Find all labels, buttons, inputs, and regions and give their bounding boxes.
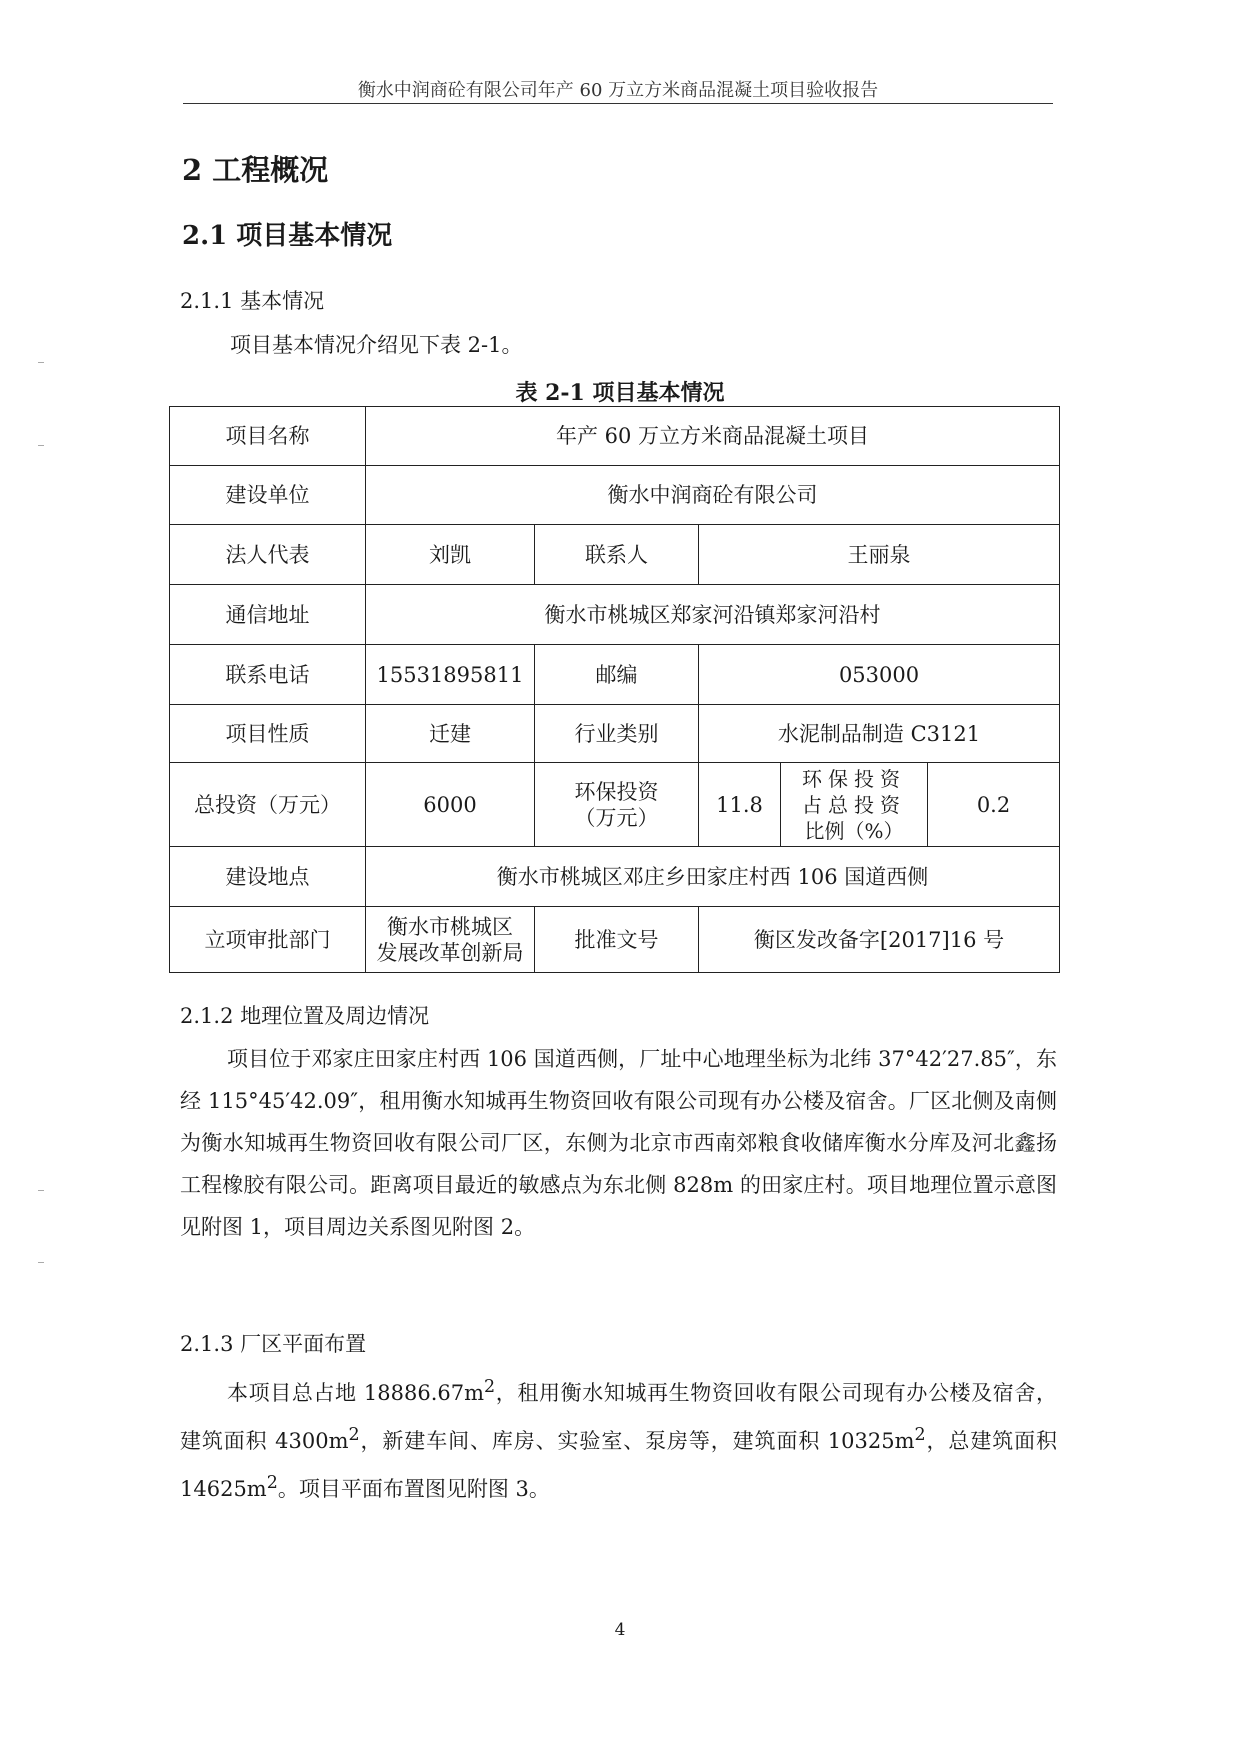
superscript: 2 (484, 1377, 496, 1397)
label-line: 占总投资 (802, 792, 906, 817)
superscript: 2 (348, 1425, 360, 1445)
row-value: 6000 (366, 763, 535, 847)
text-run: 。项目平面布置图见附图 3。 (277, 1477, 550, 1501)
row-label: 项目性质 (170, 705, 366, 763)
scan-mark (38, 362, 44, 363)
value-line: 衡水市桃城区 (387, 914, 513, 939)
row-value: 刘凯 (366, 525, 535, 585)
row-value: 053000 (699, 645, 1060, 705)
label-line: 环保投资 (802, 766, 906, 791)
row-label: 行业类别 (535, 705, 699, 763)
subsection-heading-layout: 2.1.3 厂区平面布置 (180, 1332, 367, 1356)
table-row (170, 407, 1060, 466)
layout-paragraph (180, 1366, 1057, 1510)
header-rule (183, 103, 1053, 104)
row-label: 立项审批部门 (170, 907, 366, 973)
table-intro: 项目基本情况介绍见下表 2-1。 (230, 333, 523, 357)
row-label-multiline (781, 763, 928, 847)
table-row (170, 907, 1060, 973)
table-row (170, 705, 1060, 763)
table-row (170, 525, 1060, 585)
value-line: 发展改革创新局 (376, 940, 524, 965)
table-row (170, 466, 1060, 525)
table-caption: 表 2-1 项目基本情况 (515, 380, 725, 406)
scan-mark (38, 445, 44, 446)
project-info-table (169, 406, 1060, 973)
label-line: 比例（%） (804, 818, 904, 843)
row-value: 衡区发改备字[2017]16 号 (699, 907, 1060, 973)
text-run: ，新建车间、库房、实验室、泵房等，建筑面积 10325m (359, 1429, 915, 1453)
subsection-heading-location: 2.1.2 地理位置及周边情况 (180, 1004, 430, 1028)
label-line: （万元） (574, 805, 659, 830)
page-number: 4 (614, 1620, 626, 1640)
row-value: 11.8 (699, 763, 781, 847)
row-label: 法人代表 (170, 525, 366, 585)
scan-mark (38, 1190, 44, 1191)
row-value: 衡水市桃城区邓庄乡田家庄村西 106 国道西侧 (366, 847, 1060, 907)
row-label: 项目名称 (170, 407, 366, 466)
row-value: 15531895811 (366, 645, 535, 705)
text-run: ，总建筑面积 14625m (180, 1429, 1057, 1501)
running-header: 衡水中润商砼有限公司年产 60 万立方米商品混凝土项目验收报告 (357, 80, 879, 101)
superscript: 2 (914, 1425, 926, 1445)
row-value: 迁建 (366, 705, 535, 763)
row-label: 批准文号 (535, 907, 699, 973)
location-paragraph: 项目位于邓家庄田家庄村西 106 国道西侧，厂址中心地理坐标为北纬 37°42′27.85″，东经 115°45′42.09″，租用衡水知城再生物资回收有限公司现有办公楼及宿舍。厂区北侧及南侧为衡水知城再生物资回收有限公司厂区，东侧为北京市西南郊粮食收储库衡水分库及河北鑫扬工程橡胶有限公司。距离项目最近的敏感点为东北侧 828m 的田家庄村。项目地理位置示意图见附图 1，项目周边关系图见附图 2。 (180, 1047, 1057, 1239)
row-value: 水泥制品制造 C3121 (699, 705, 1060, 763)
superscript: 2 (266, 1473, 278, 1493)
row-label-multiline (535, 763, 699, 847)
row-value: 衡水市桃城区郑家河沿镇郑家河沿村 (366, 585, 1060, 645)
row-label: 建设地点 (170, 847, 366, 907)
table-row (170, 763, 1060, 847)
scan-mark (38, 1262, 44, 1263)
row-label: 邮编 (535, 645, 699, 705)
row-value: 王丽泉 (699, 525, 1060, 585)
row-label: 建设单位 (170, 466, 366, 525)
row-label: 通信地址 (170, 585, 366, 645)
row-value: 衡水中润商砼有限公司 (366, 466, 1060, 525)
row-label: 联系人 (535, 525, 699, 585)
text-run: ，租用衡水知城再生物资回收有限公司现有办公楼及宿舍，建筑面积 4300m (180, 1381, 1057, 1453)
section-heading: 2.1 项目基本情况 (182, 221, 393, 251)
row-label: 联系电话 (170, 645, 366, 705)
label-line: 环保投资 (574, 779, 659, 804)
table-row (170, 585, 1060, 645)
row-value: 年产 60 万立方米商品混凝土项目 (366, 407, 1060, 466)
subsection-heading-basic: 2.1.1 基本情况 (180, 289, 325, 313)
row-value-multiline (366, 907, 535, 973)
chapter-heading: 2 工程概况 (182, 153, 329, 187)
row-label: 总投资（万元） (170, 763, 366, 847)
row-value: 0.2 (928, 763, 1060, 847)
table-row (170, 645, 1060, 705)
text-run: 本项目总占地 18886.67m (227, 1381, 485, 1405)
table-row (170, 847, 1060, 907)
